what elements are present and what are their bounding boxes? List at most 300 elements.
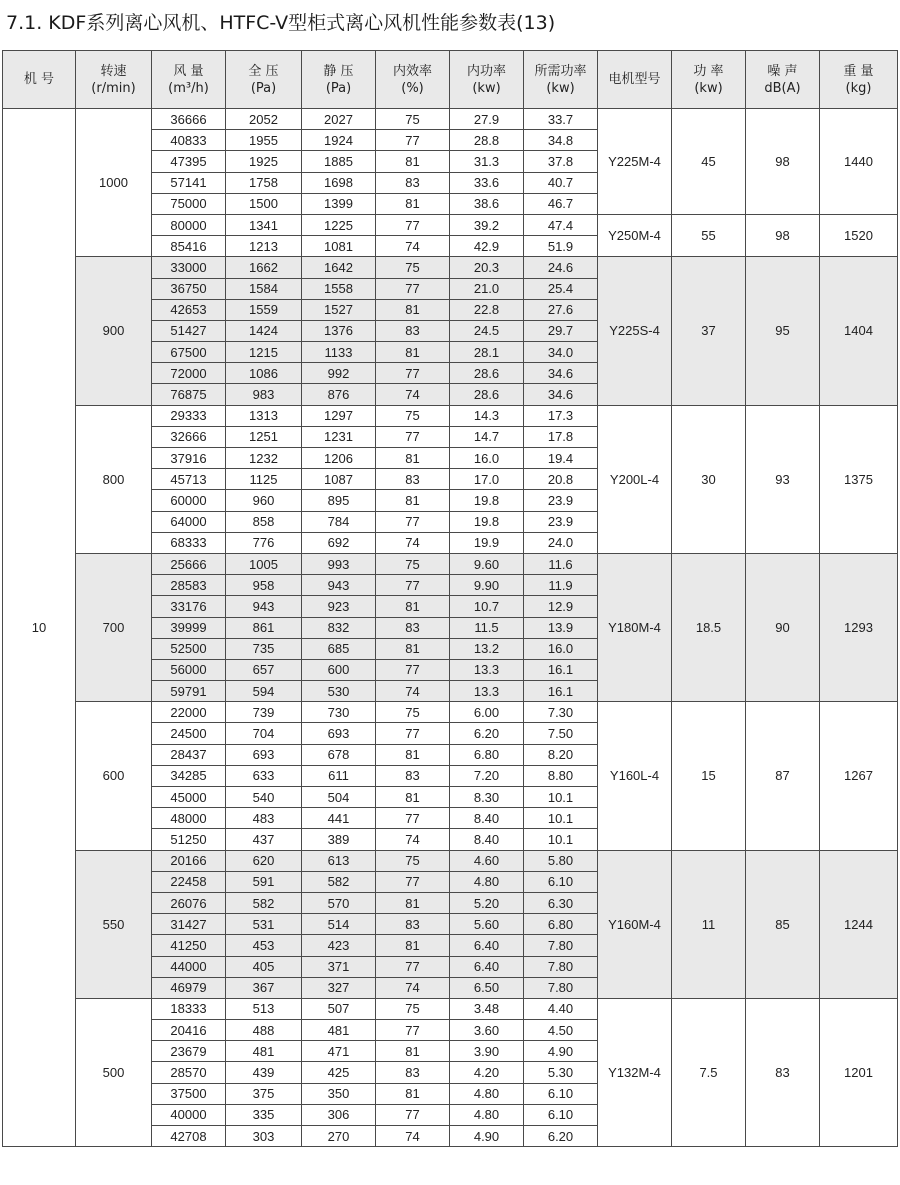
required-power-cell: 34.6 [524,363,598,384]
internal-power-cell: 4.80 [450,1083,524,1104]
efficiency-cell: 77 [376,1104,450,1125]
required-power-cell: 7.80 [524,977,598,998]
required-power-cell: 6.10 [524,1083,598,1104]
airflow-cell: 60000 [152,490,226,511]
efficiency-cell: 74 [376,384,450,405]
airflow-cell: 67500 [152,342,226,363]
internal-power-cell: 8.40 [450,829,524,850]
efficiency-cell: 77 [376,130,450,151]
airflow-cell: 22458 [152,871,226,892]
required-power-cell: 4.90 [524,1041,598,1062]
internal-power-cell: 4.90 [450,1126,524,1147]
total-pressure-cell: 439 [226,1062,302,1083]
required-power-cell: 6.30 [524,892,598,913]
airflow-cell: 28570 [152,1062,226,1083]
total-pressure-cell: 983 [226,384,302,405]
total-pressure-cell: 620 [226,850,302,871]
noise-cell: 90 [746,553,820,701]
total-pressure-cell: 1584 [226,278,302,299]
table-header-row [3,51,898,109]
efficiency-cell: 81 [376,151,450,172]
column-header-label: 功 率 [693,63,724,79]
internal-power-cell: 4.20 [450,1062,524,1083]
airflow-cell: 23679 [152,1041,226,1062]
efficiency-cell: 75 [376,405,450,426]
static-pressure-cell: 1297 [302,405,376,426]
airflow-cell: 18333 [152,998,226,1019]
noise-cell: 95 [746,257,820,405]
static-pressure-cell: 481 [302,1020,376,1041]
internal-power-cell: 6.40 [450,956,524,977]
airflow-cell: 28583 [152,575,226,596]
efficiency-cell: 77 [376,808,450,829]
static-pressure-cell: 389 [302,829,376,850]
efficiency-cell: 81 [376,448,450,469]
total-pressure-cell: 1232 [226,448,302,469]
column-header [376,51,450,109]
column-header-unit: (Pa) [250,80,277,96]
column-header-unit: (r/min) [91,80,136,96]
required-power-cell: 33.7 [524,109,598,130]
total-pressure-cell: 858 [226,511,302,532]
total-pressure-cell: 960 [226,490,302,511]
speed-cell: 800 [76,405,152,553]
total-pressure-cell: 633 [226,765,302,786]
airflow-cell: 33176 [152,596,226,617]
column-header-label: 所需功率 [534,63,587,79]
total-pressure-cell: 1955 [226,130,302,151]
internal-power-cell: 3.60 [450,1020,524,1041]
motor-power-cell: 55 [672,214,746,256]
airflow-cell: 46979 [152,977,226,998]
internal-power-cell: 27.9 [450,109,524,130]
static-pressure-cell: 1231 [302,426,376,447]
required-power-cell: 7.50 [524,723,598,744]
noise-cell: 93 [746,405,820,553]
required-power-cell: 10.1 [524,829,598,850]
required-power-cell: 11.6 [524,553,598,574]
column-header [820,51,898,109]
speed-cell: 550 [76,850,152,998]
table-body [3,109,898,1147]
airflow-cell: 76875 [152,384,226,405]
total-pressure-cell: 591 [226,871,302,892]
static-pressure-cell: 1376 [302,320,376,341]
weight-cell: 1201 [820,998,898,1146]
efficiency-cell: 81 [376,892,450,913]
efficiency-cell: 77 [376,659,450,680]
static-pressure-cell: 1087 [302,469,376,490]
weight-cell: 1267 [820,702,898,850]
weight-cell: 1375 [820,405,898,553]
internal-power-cell: 38.6 [450,193,524,214]
airflow-cell: 52500 [152,638,226,659]
static-pressure-cell: 992 [302,363,376,384]
table-row [3,702,898,723]
static-pressure-cell: 423 [302,935,376,956]
airflow-cell: 85416 [152,236,226,257]
column-header-unit: (kw) [546,80,575,96]
efficiency-cell: 74 [376,681,450,702]
column-header [226,51,302,109]
total-pressure-cell: 483 [226,808,302,829]
required-power-cell: 23.9 [524,511,598,532]
airflow-cell: 39999 [152,617,226,638]
total-pressure-cell: 693 [226,744,302,765]
internal-power-cell: 31.3 [450,151,524,172]
required-power-cell: 20.8 [524,469,598,490]
column-header-unit: dB(A) [764,80,801,96]
total-pressure-cell: 776 [226,532,302,553]
static-pressure-cell: 923 [302,596,376,617]
airflow-cell: 68333 [152,532,226,553]
efficiency-cell: 81 [376,787,450,808]
motor-power-cell: 45 [672,109,746,215]
required-power-cell: 34.0 [524,342,598,363]
machine-number-cell: 10 [3,109,76,1147]
required-power-cell: 6.20 [524,1126,598,1147]
required-power-cell: 29.7 [524,320,598,341]
static-pressure-cell: 2027 [302,109,376,130]
airflow-cell: 75000 [152,193,226,214]
internal-power-cell: 10.7 [450,596,524,617]
internal-power-cell: 17.0 [450,469,524,490]
column-header [3,51,76,109]
weight-cell: 1244 [820,850,898,998]
required-power-cell: 7.80 [524,935,598,956]
efficiency-cell: 77 [376,575,450,596]
required-power-cell: 17.8 [524,426,598,447]
table-row [3,998,898,1019]
efficiency-cell: 75 [376,998,450,1019]
efficiency-cell: 83 [376,172,450,193]
total-pressure-cell: 943 [226,596,302,617]
required-power-cell: 16.1 [524,659,598,680]
airflow-cell: 40833 [152,130,226,151]
airflow-cell: 36750 [152,278,226,299]
static-pressure-cell: 678 [302,744,376,765]
column-header [598,51,672,109]
column-header-unit: (%) [401,80,424,96]
required-power-cell: 16.1 [524,681,598,702]
efficiency-cell: 83 [376,617,450,638]
internal-power-cell: 28.1 [450,342,524,363]
internal-power-cell: 13.2 [450,638,524,659]
airflow-cell: 57141 [152,172,226,193]
efficiency-cell: 77 [376,871,450,892]
required-power-cell: 8.80 [524,765,598,786]
total-pressure-cell: 1086 [226,363,302,384]
internal-power-cell: 6.40 [450,935,524,956]
weight-cell: 1440 [820,109,898,215]
internal-power-cell: 9.60 [450,553,524,574]
airflow-cell: 29333 [152,405,226,426]
static-pressure-cell: 327 [302,977,376,998]
internal-power-cell: 19.8 [450,490,524,511]
efficiency-cell: 77 [376,1020,450,1041]
airflow-cell: 20166 [152,850,226,871]
static-pressure-cell: 895 [302,490,376,511]
speed-cell: 500 [76,998,152,1146]
total-pressure-cell: 453 [226,935,302,956]
static-pressure-cell: 350 [302,1083,376,1104]
static-pressure-cell: 611 [302,765,376,786]
static-pressure-cell: 441 [302,808,376,829]
total-pressure-cell: 375 [226,1083,302,1104]
static-pressure-cell: 1225 [302,214,376,235]
efficiency-cell: 83 [376,765,450,786]
airflow-cell: 28437 [152,744,226,765]
motor-model-cell: Y160L-4 [598,702,672,850]
required-power-cell: 17.3 [524,405,598,426]
required-power-cell: 11.9 [524,575,598,596]
required-power-cell: 24.0 [524,532,598,553]
internal-power-cell: 7.20 [450,765,524,786]
table-row [3,553,898,574]
efficiency-cell: 74 [376,829,450,850]
efficiency-cell: 74 [376,236,450,257]
static-pressure-cell: 693 [302,723,376,744]
weight-cell: 1520 [820,214,898,256]
motor-model-cell: Y180M-4 [598,553,672,701]
static-pressure-cell: 504 [302,787,376,808]
static-pressure-cell: 471 [302,1041,376,1062]
column-header-unit: (m³/h) [168,80,209,96]
internal-power-cell: 6.80 [450,744,524,765]
efficiency-cell: 75 [376,850,450,871]
total-pressure-cell: 1313 [226,405,302,426]
noise-cell: 98 [746,214,820,256]
internal-power-cell: 6.50 [450,977,524,998]
total-pressure-cell: 594 [226,681,302,702]
table-row [3,850,898,871]
airflow-cell: 64000 [152,511,226,532]
performance-table [2,50,898,1147]
total-pressure-cell: 1758 [226,172,302,193]
total-pressure-cell: 1559 [226,299,302,320]
required-power-cell: 6.80 [524,914,598,935]
static-pressure-cell: 1206 [302,448,376,469]
efficiency-cell: 81 [376,490,450,511]
required-power-cell: 34.6 [524,384,598,405]
efficiency-cell: 77 [376,426,450,447]
efficiency-cell: 81 [376,193,450,214]
motor-model-cell: Y160M-4 [598,850,672,998]
internal-power-cell: 14.7 [450,426,524,447]
internal-power-cell: 3.90 [450,1041,524,1062]
internal-power-cell: 13.3 [450,659,524,680]
efficiency-cell: 74 [376,977,450,998]
static-pressure-cell: 730 [302,702,376,723]
motor-model-cell: Y250M-4 [598,214,672,256]
required-power-cell: 13.9 [524,617,598,638]
internal-power-cell: 4.80 [450,871,524,892]
required-power-cell: 25.4 [524,278,598,299]
total-pressure-cell: 1213 [226,236,302,257]
efficiency-cell: 83 [376,320,450,341]
static-pressure-cell: 425 [302,1062,376,1083]
total-pressure-cell: 1500 [226,193,302,214]
static-pressure-cell: 1698 [302,172,376,193]
airflow-cell: 72000 [152,363,226,384]
total-pressure-cell: 1424 [226,320,302,341]
airflow-cell: 42653 [152,299,226,320]
efficiency-cell: 77 [376,511,450,532]
total-pressure-cell: 2052 [226,109,302,130]
noise-cell: 98 [746,109,820,215]
airflow-cell: 51427 [152,320,226,341]
airflow-cell: 20416 [152,1020,226,1041]
efficiency-cell: 75 [376,109,450,130]
total-pressure-cell: 1662 [226,257,302,278]
static-pressure-cell: 600 [302,659,376,680]
total-pressure-cell: 335 [226,1104,302,1125]
motor-model-cell: Y225M-4 [598,109,672,215]
static-pressure-cell: 514 [302,914,376,935]
table-row [3,405,898,426]
efficiency-cell: 83 [376,1062,450,1083]
total-pressure-cell: 735 [226,638,302,659]
airflow-cell: 42708 [152,1126,226,1147]
weight-cell: 1293 [820,553,898,701]
airflow-cell: 24500 [152,723,226,744]
efficiency-cell: 81 [376,596,450,617]
speed-cell: 700 [76,553,152,701]
internal-power-cell: 6.20 [450,723,524,744]
motor-model-cell: Y225S-4 [598,257,672,405]
efficiency-cell: 77 [376,214,450,235]
total-pressure-cell: 1251 [226,426,302,447]
required-power-cell: 7.30 [524,702,598,723]
internal-power-cell: 28.6 [450,384,524,405]
internal-power-cell: 5.20 [450,892,524,913]
static-pressure-cell: 371 [302,956,376,977]
column-header [302,51,376,109]
required-power-cell: 8.20 [524,744,598,765]
column-header-label: 内效率 [392,63,432,79]
required-power-cell: 23.9 [524,490,598,511]
total-pressure-cell: 861 [226,617,302,638]
required-power-cell: 19.4 [524,448,598,469]
internal-power-cell: 16.0 [450,448,524,469]
airflow-cell: 40000 [152,1104,226,1125]
motor-power-cell: 37 [672,257,746,405]
total-pressure-cell: 704 [226,723,302,744]
total-pressure-cell: 437 [226,829,302,850]
required-power-cell: 4.50 [524,1020,598,1041]
efficiency-cell: 75 [376,257,450,278]
total-pressure-cell: 488 [226,1020,302,1041]
internal-power-cell: 5.60 [450,914,524,935]
motor-power-cell: 18.5 [672,553,746,701]
static-pressure-cell: 685 [302,638,376,659]
column-header-label: 风 量 [173,63,204,79]
total-pressure-cell: 405 [226,956,302,977]
column-header-label: 内功率 [466,63,506,79]
static-pressure-cell: 306 [302,1104,376,1125]
efficiency-cell: 83 [376,469,450,490]
total-pressure-cell: 540 [226,787,302,808]
total-pressure-cell: 303 [226,1126,302,1147]
total-pressure-cell: 1005 [226,553,302,574]
static-pressure-cell: 530 [302,681,376,702]
airflow-cell: 47395 [152,151,226,172]
column-header-label: 重 量 [843,63,874,79]
required-power-cell: 5.30 [524,1062,598,1083]
efficiency-cell: 83 [376,914,450,935]
speed-cell: 900 [76,257,152,405]
required-power-cell: 10.1 [524,787,598,808]
required-power-cell: 27.6 [524,299,598,320]
internal-power-cell: 22.8 [450,299,524,320]
static-pressure-cell: 1081 [302,236,376,257]
airflow-cell: 31427 [152,914,226,935]
total-pressure-cell: 1215 [226,342,302,363]
column-header-label: 转速 [100,63,127,79]
column-header-unit: (kw) [694,80,723,96]
column-header-unit: (kg) [845,80,872,96]
airflow-cell: 37916 [152,448,226,469]
noise-cell: 87 [746,702,820,850]
airflow-cell: 41250 [152,935,226,956]
internal-power-cell: 9.90 [450,575,524,596]
required-power-cell: 34.8 [524,130,598,151]
static-pressure-cell: 1558 [302,278,376,299]
column-header [76,51,152,109]
static-pressure-cell: 270 [302,1126,376,1147]
static-pressure-cell: 876 [302,384,376,405]
internal-power-cell: 19.9 [450,532,524,553]
airflow-cell: 45713 [152,469,226,490]
required-power-cell: 5.80 [524,850,598,871]
required-power-cell: 47.4 [524,214,598,235]
efficiency-cell: 81 [376,299,450,320]
static-pressure-cell: 1527 [302,299,376,320]
total-pressure-cell: 1341 [226,214,302,235]
internal-power-cell: 28.8 [450,130,524,151]
motor-model-cell: Y200L-4 [598,405,672,553]
total-pressure-cell: 739 [226,702,302,723]
column-header [672,51,746,109]
efficiency-cell: 81 [376,1083,450,1104]
internal-power-cell: 8.40 [450,808,524,829]
efficiency-cell: 81 [376,1041,450,1062]
motor-power-cell: 15 [672,702,746,850]
total-pressure-cell: 1125 [226,469,302,490]
internal-power-cell: 42.9 [450,236,524,257]
column-header [152,51,226,109]
airflow-cell: 32666 [152,426,226,447]
static-pressure-cell: 1642 [302,257,376,278]
total-pressure-cell: 367 [226,977,302,998]
internal-power-cell: 21.0 [450,278,524,299]
airflow-cell: 56000 [152,659,226,680]
airflow-cell: 25666 [152,553,226,574]
efficiency-cell: 81 [376,935,450,956]
internal-power-cell: 39.2 [450,214,524,235]
total-pressure-cell: 958 [226,575,302,596]
required-power-cell: 7.80 [524,956,598,977]
speed-cell: 1000 [76,109,152,257]
airflow-cell: 26076 [152,892,226,913]
internal-power-cell: 24.5 [450,320,524,341]
internal-power-cell: 19.8 [450,511,524,532]
airflow-cell: 80000 [152,214,226,235]
column-header [746,51,820,109]
static-pressure-cell: 784 [302,511,376,532]
static-pressure-cell: 1399 [302,193,376,214]
required-power-cell: 16.0 [524,638,598,659]
